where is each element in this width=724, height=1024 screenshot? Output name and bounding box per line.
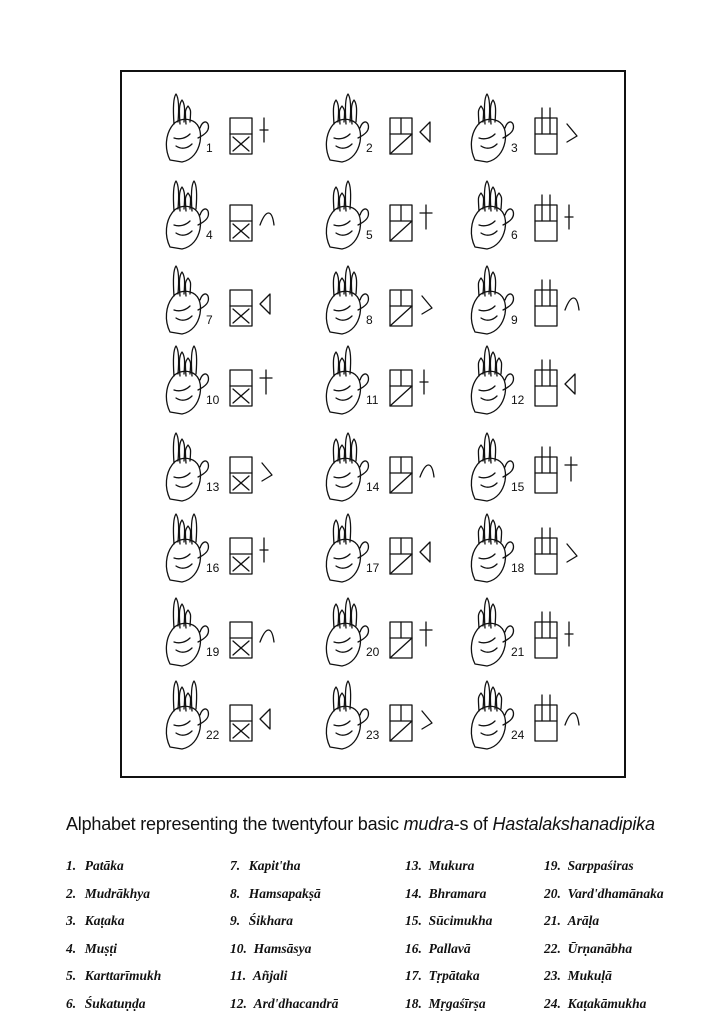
mudra-illustration-frame [120, 70, 626, 778]
mudra-figure [166, 346, 272, 414]
hand-sketch-icon [471, 94, 513, 162]
legend-column-4 [544, 858, 664, 1023]
mudra-figure [471, 181, 573, 249]
figure-number-label: 2 [366, 141, 373, 155]
script-symbol-icon [260, 538, 268, 562]
glyph-box-icon [230, 705, 252, 741]
caption-text-1: Alphabet representing the twentyfour basic [66, 814, 404, 834]
glyph-box-icon [535, 360, 557, 406]
hand-sketch-icon [166, 266, 208, 334]
mudra-figure [471, 514, 577, 582]
figure-number-label: 9 [511, 313, 518, 327]
figure-number-label: 24 [511, 728, 525, 742]
legend-item: 21. Arāḷa [544, 913, 600, 928]
mudra-figure [326, 598, 432, 666]
hand-sketch-icon [471, 514, 513, 582]
legend-item: 7. Kapit'tha [230, 858, 301, 873]
figure-number-label: 5 [366, 228, 373, 242]
figure-caption [66, 814, 706, 835]
glyph-box-icon [230, 205, 252, 241]
caption-text-2: -s of [453, 814, 493, 834]
legend-item: 15. Sūcimukha [405, 913, 493, 928]
legend-item: 2. Mudrākhya [66, 885, 151, 901]
legend-column-1 [66, 858, 161, 1023]
legend-item: 9. Śikhara [230, 913, 294, 928]
figure-number-label: 10 [206, 393, 220, 407]
mudra-figure [326, 514, 430, 582]
script-symbol-icon [565, 205, 573, 229]
script-symbol-icon [260, 709, 270, 729]
figure-number-label: 23 [366, 728, 380, 742]
glyph-box-icon [535, 612, 557, 658]
legend-item: 18. Mṛgaśīrṣa [405, 995, 486, 1011]
figure-number-label: 11 [366, 393, 379, 407]
legend-item: 12. Ard'dhacandrā [230, 995, 339, 1011]
mudra-figure [326, 346, 428, 414]
figure-number-label: 17 [366, 561, 380, 575]
mudra-figure [166, 181, 274, 249]
hand-sketch-icon [326, 181, 368, 249]
glyph-box-icon [390, 118, 412, 154]
mudra-figure [326, 266, 432, 334]
glyph-box-icon [390, 538, 412, 574]
glyph-box-icon [535, 108, 557, 154]
glyph-box-icon [390, 705, 412, 741]
legend-column-2 [230, 858, 338, 1023]
legend-item: 11. Añjali [230, 968, 288, 983]
script-symbol-icon [422, 711, 432, 729]
mudra-figure [326, 681, 432, 749]
glyph-box-icon [230, 370, 252, 406]
script-symbol-icon [565, 298, 579, 310]
hand-sketch-icon [326, 346, 368, 414]
glyph-box-icon [390, 457, 412, 493]
figure-number-label: 21 [511, 645, 525, 659]
glyph-box-icon [535, 280, 557, 326]
legend-item: 10. Hamsāsya [230, 940, 312, 956]
caption-emph-1: mudra [403, 814, 454, 834]
legend-column-3 [405, 858, 492, 1023]
glyph-box-icon [390, 622, 412, 658]
script-symbol-icon [422, 296, 432, 314]
script-symbol-icon [565, 713, 579, 725]
glyph-box-icon [390, 205, 412, 241]
hand-sketch-icon [166, 181, 208, 249]
mudra-figure [471, 346, 575, 414]
figure-number-label: 19 [206, 645, 220, 659]
legend-item: 4. Muṣṭi [66, 940, 118, 956]
script-symbol-icon [420, 122, 430, 142]
glyph-box-icon [390, 370, 412, 406]
hand-sketch-icon [166, 433, 208, 501]
mudra-figure [471, 681, 579, 749]
legend-item: 8. Hamsapakṣā [230, 885, 321, 901]
mudra-figure [166, 514, 268, 582]
figure-number-label: 6 [511, 228, 518, 242]
mudra-figure [326, 94, 430, 162]
script-symbol-icon [567, 124, 577, 142]
hand-sketch-icon [471, 181, 513, 249]
hand-sketch-icon [471, 598, 513, 666]
hand-sketch-icon [166, 346, 208, 414]
script-symbol-icon [567, 544, 577, 562]
legend-item: 13. Mukura [405, 858, 475, 873]
figure-number-label: 15 [511, 480, 525, 494]
script-symbol-icon [260, 294, 270, 314]
hand-sketch-icon [326, 94, 368, 162]
mudra-legend [66, 858, 706, 1011]
hand-sketch-icon [166, 598, 208, 666]
script-symbol-icon [420, 205, 432, 229]
glyph-box-icon [230, 457, 252, 493]
mudra-figure [471, 94, 577, 162]
mudra-figure [166, 598, 274, 666]
glyph-box-icon [535, 447, 557, 493]
script-symbol-icon [420, 622, 432, 646]
hand-sketch-icon [326, 433, 368, 501]
figure-number-label: 20 [366, 645, 380, 659]
figure-number-label: 16 [206, 561, 220, 575]
hand-sketch-icon [326, 598, 368, 666]
mudra-figure [326, 181, 432, 249]
script-symbol-icon [260, 630, 274, 642]
glyph-box-icon [535, 695, 557, 741]
script-symbol-icon [260, 370, 272, 394]
glyph-box-icon [230, 290, 252, 326]
figure-number-label: 7 [206, 313, 213, 327]
legend-item: 17. Tṛpātaka [405, 968, 480, 983]
script-symbol-icon [565, 622, 573, 646]
legend-item: 3. Kaṭaka [66, 913, 125, 928]
hand-sketch-icon [471, 433, 513, 501]
mudra-figure [166, 94, 268, 162]
hand-sketch-icon [166, 681, 208, 749]
legend-item: 19. Sarppaśiras [544, 858, 634, 873]
legend-item: 22. Ūrṇanābha [544, 940, 633, 956]
glyph-box-icon [390, 290, 412, 326]
figure-number-label: 14 [366, 480, 380, 494]
hand-sketch-icon [471, 681, 513, 749]
script-symbol-icon [262, 463, 272, 481]
mudra-figure [166, 433, 272, 501]
hand-sketch-icon [166, 514, 208, 582]
hand-sketch-icon [471, 346, 513, 414]
mudra-figure [166, 681, 270, 749]
legend-item: 14. Bhramara [405, 885, 487, 901]
glyph-box-icon [230, 622, 252, 658]
mudra-figure [326, 433, 434, 501]
glyph-box-icon [230, 118, 252, 154]
legend-item: 16. Pallavā [405, 940, 471, 956]
legend-item: 20. Vard'dhamānaka [544, 885, 664, 901]
legend-item: 6. Śukatuṇḍa [66, 995, 146, 1011]
figure-number-label: 8 [366, 313, 373, 327]
script-symbol-icon [565, 374, 575, 394]
mudra-figure [471, 598, 573, 666]
glyph-box-icon [535, 195, 557, 241]
script-symbol-icon [420, 465, 434, 477]
legend-item: 23. Mukuḷā [544, 968, 612, 983]
hand-sketch-icon [326, 266, 368, 334]
figure-number-label: 4 [206, 228, 213, 242]
mudra-drawing [122, 72, 628, 780]
glyph-box-icon [230, 538, 252, 574]
legend-item: 1. Patāka [66, 858, 124, 873]
figure-number-label: 13 [206, 480, 220, 494]
mudra-figure [166, 266, 270, 334]
hand-sketch-icon [471, 266, 513, 334]
hand-sketch-icon [166, 94, 208, 162]
mudra-figure [471, 433, 577, 501]
hand-sketch-icon [326, 681, 368, 749]
figure-number-label: 12 [511, 393, 525, 407]
caption-emph-2: Hastalakshanadipika [492, 814, 655, 834]
script-symbol-icon [565, 457, 577, 481]
script-symbol-icon [260, 118, 268, 142]
glyph-box-icon [535, 528, 557, 574]
legend-item: 24. Kaṭakāmukha [544, 995, 647, 1011]
script-symbol-icon [260, 213, 274, 225]
figure-number-label: 1 [206, 141, 213, 155]
legend-item: 5. Karttarīmukh [66, 968, 162, 983]
hand-sketch-icon [326, 514, 368, 582]
figure-number-label: 3 [511, 141, 518, 155]
figure-number-label: 18 [511, 561, 525, 575]
mudra-figure [471, 266, 579, 334]
figure-number-label: 22 [206, 728, 220, 742]
script-symbol-icon [420, 542, 430, 562]
script-symbol-icon [420, 370, 428, 394]
